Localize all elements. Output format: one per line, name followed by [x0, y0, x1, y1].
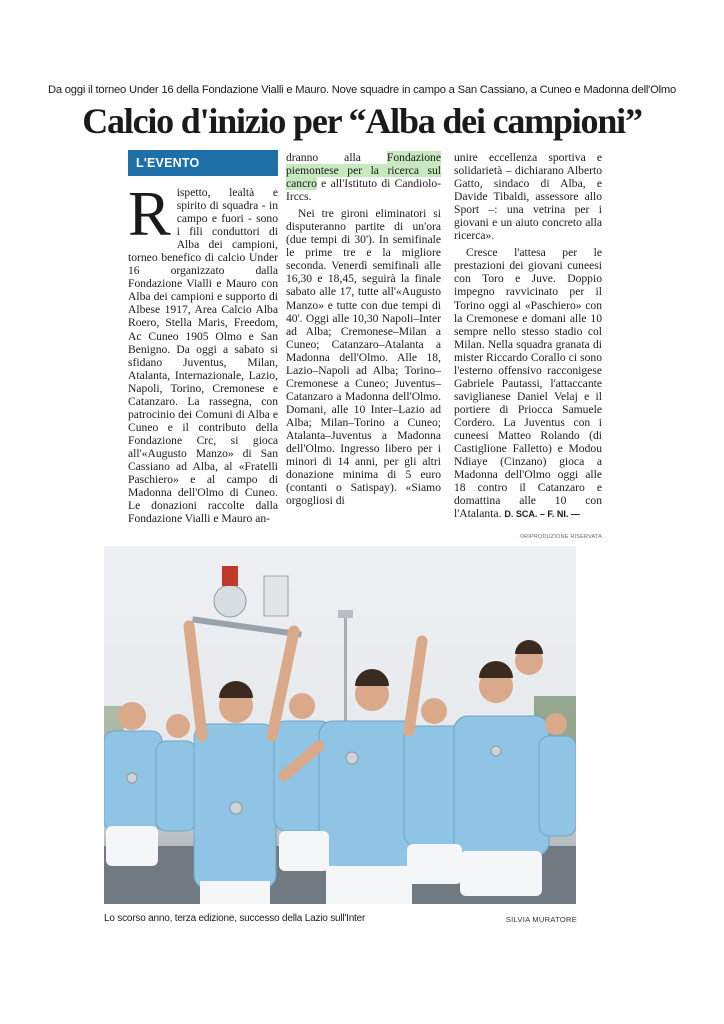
celebration-illustration — [104, 546, 576, 904]
paragraph — [454, 246, 602, 521]
highlighted-text: Fondazione piemontese per la ricerca sul cancro — [286, 151, 441, 191]
copyright-notice: ©RIPRODUZIONE RISERVATA — [519, 534, 602, 540]
headline: Calcio d'inizio per “Alba dei campioni” — [82, 101, 642, 141]
paragraph: unire eccellenza sportiva e solidarietà – dichiarano Alberto Gatto, sindaco di Alba, e Davide Tibaldi, assessore allo Sport –: una vetrina per i giovani e un aiuto concreto alla ricerca». — [454, 151, 602, 243]
article-column-2 — [286, 151, 441, 507]
paragraph-text: ispetto, lealtà e spirito di squadra - in campo e fuori - sono i fili conduttori di Alba dei campioni, torneo benefico di calcio Under 16 organizzato dalla Fondazione Vialli e Mauro con Alba dei campioni e supporto di Albese 1917, Area Calcio Alba Roero, Stella Maris, Freedom, Ac Cuneo 1905 Olmo e San Benigno. Da oggi a sabato si sfidano Juventus, Milan, Atalanta, Internazionale, Lazio, Napoli, Torino, Cremonese e Catanzaro. La rassegna, con patrocinio dei Comuni di Alba e Cuneo e il contributo della Fondazione Crc, si gioca all'«Augusto Manzo» di San Cassiano ad Alba, al «Fratelli Paschiero» e al campo di Madonna dell'Olmo di Cuneo. Le donazioni raccolte dalla Fondazione Vialli e Mauro an- — [128, 186, 278, 526]
article-column-1 — [128, 150, 278, 525]
photo-caption: Lo scorso anno, terza edizione, successo della Lazio sull'Inter — [104, 913, 366, 924]
photo-credit: SILVIA MURATORE — [505, 915, 577, 924]
paragraph-text: e all'Istituto di Candiolo-Irccs. — [286, 177, 441, 204]
team-photo — [104, 546, 576, 904]
article-column-3 — [454, 151, 602, 521]
drop-cap: R — [128, 178, 171, 249]
kicker: Da oggi il torneo Under 16 della Fondazione Vialli e Mauro. Nove squadre in campo a San Cassiano, a Cuneo e Madonna dell'Olmo — [47, 84, 677, 96]
paragraph — [286, 151, 441, 203]
paragraph-text: dranno alla — [286, 151, 387, 164]
paragraph: Nei tre gironi eliminatori si disputeranno partite di un'ora (due tempi di 30'). In semifinale le prime tre e la migliore seconda. Venerdì semifinali alle 16,30 e 18,45, seguirà la finale sabato alle 17, tutte all'«Augusto Manzo» e tutte con due tempi di 40'. Oggi alle 10,30 Napoli–Inter ad Alba; Cremonese–Milan a Cuneo; Catanzaro–Atalanta a Madonna dell'Olmo. Alle 18, Lazio–Napoli ad Alba; Torino–Cremonese a Cuneo; Juventus–Catanzaro a Madonna dell'Olmo. Domani, alle 10 Inter–Lazio ad Alba; Milan–Torino a Cuneo; Atalanta–Juventus a Madonna dell'Olmo. Ingresso libero per i minori di 14 anni, per gli altri donazione minima di 5 euro (contanti o Satispay). «Siamo orgogliosi di — [286, 207, 441, 508]
byline-signature: D. SCA. – F. NI. — — [504, 509, 580, 520]
paragraph-text: Cresce l'attesa per le prestazioni dei giovani cuneesi con Toro e Juve. Doppio impegno ravvicinato per il Torino oggi al «Paschiero» con la Cremonese e domani alle 10 sempre nello stesso stadio col Milan. Nella squadra granata di mister Riccardo Corallo ci sono l'esterno offensivo racconigese Gabriele Pautassi, l'attaccante saviglianese Daniel Velaj e il portiere di Priocca Samuele Cordero. La Juventus con i cuneesi Matteo Rolando (di Castiglione Falletto) e Modou Ndiaye (Cinzano) gioca a Madonna dell'Olmo oggi alle 18 contro il Catanzaro e domattina alle 10 con l'Atalanta. — [454, 246, 602, 521]
paragraph — [128, 178, 278, 526]
section-label: L'EVENTO — [128, 150, 278, 176]
